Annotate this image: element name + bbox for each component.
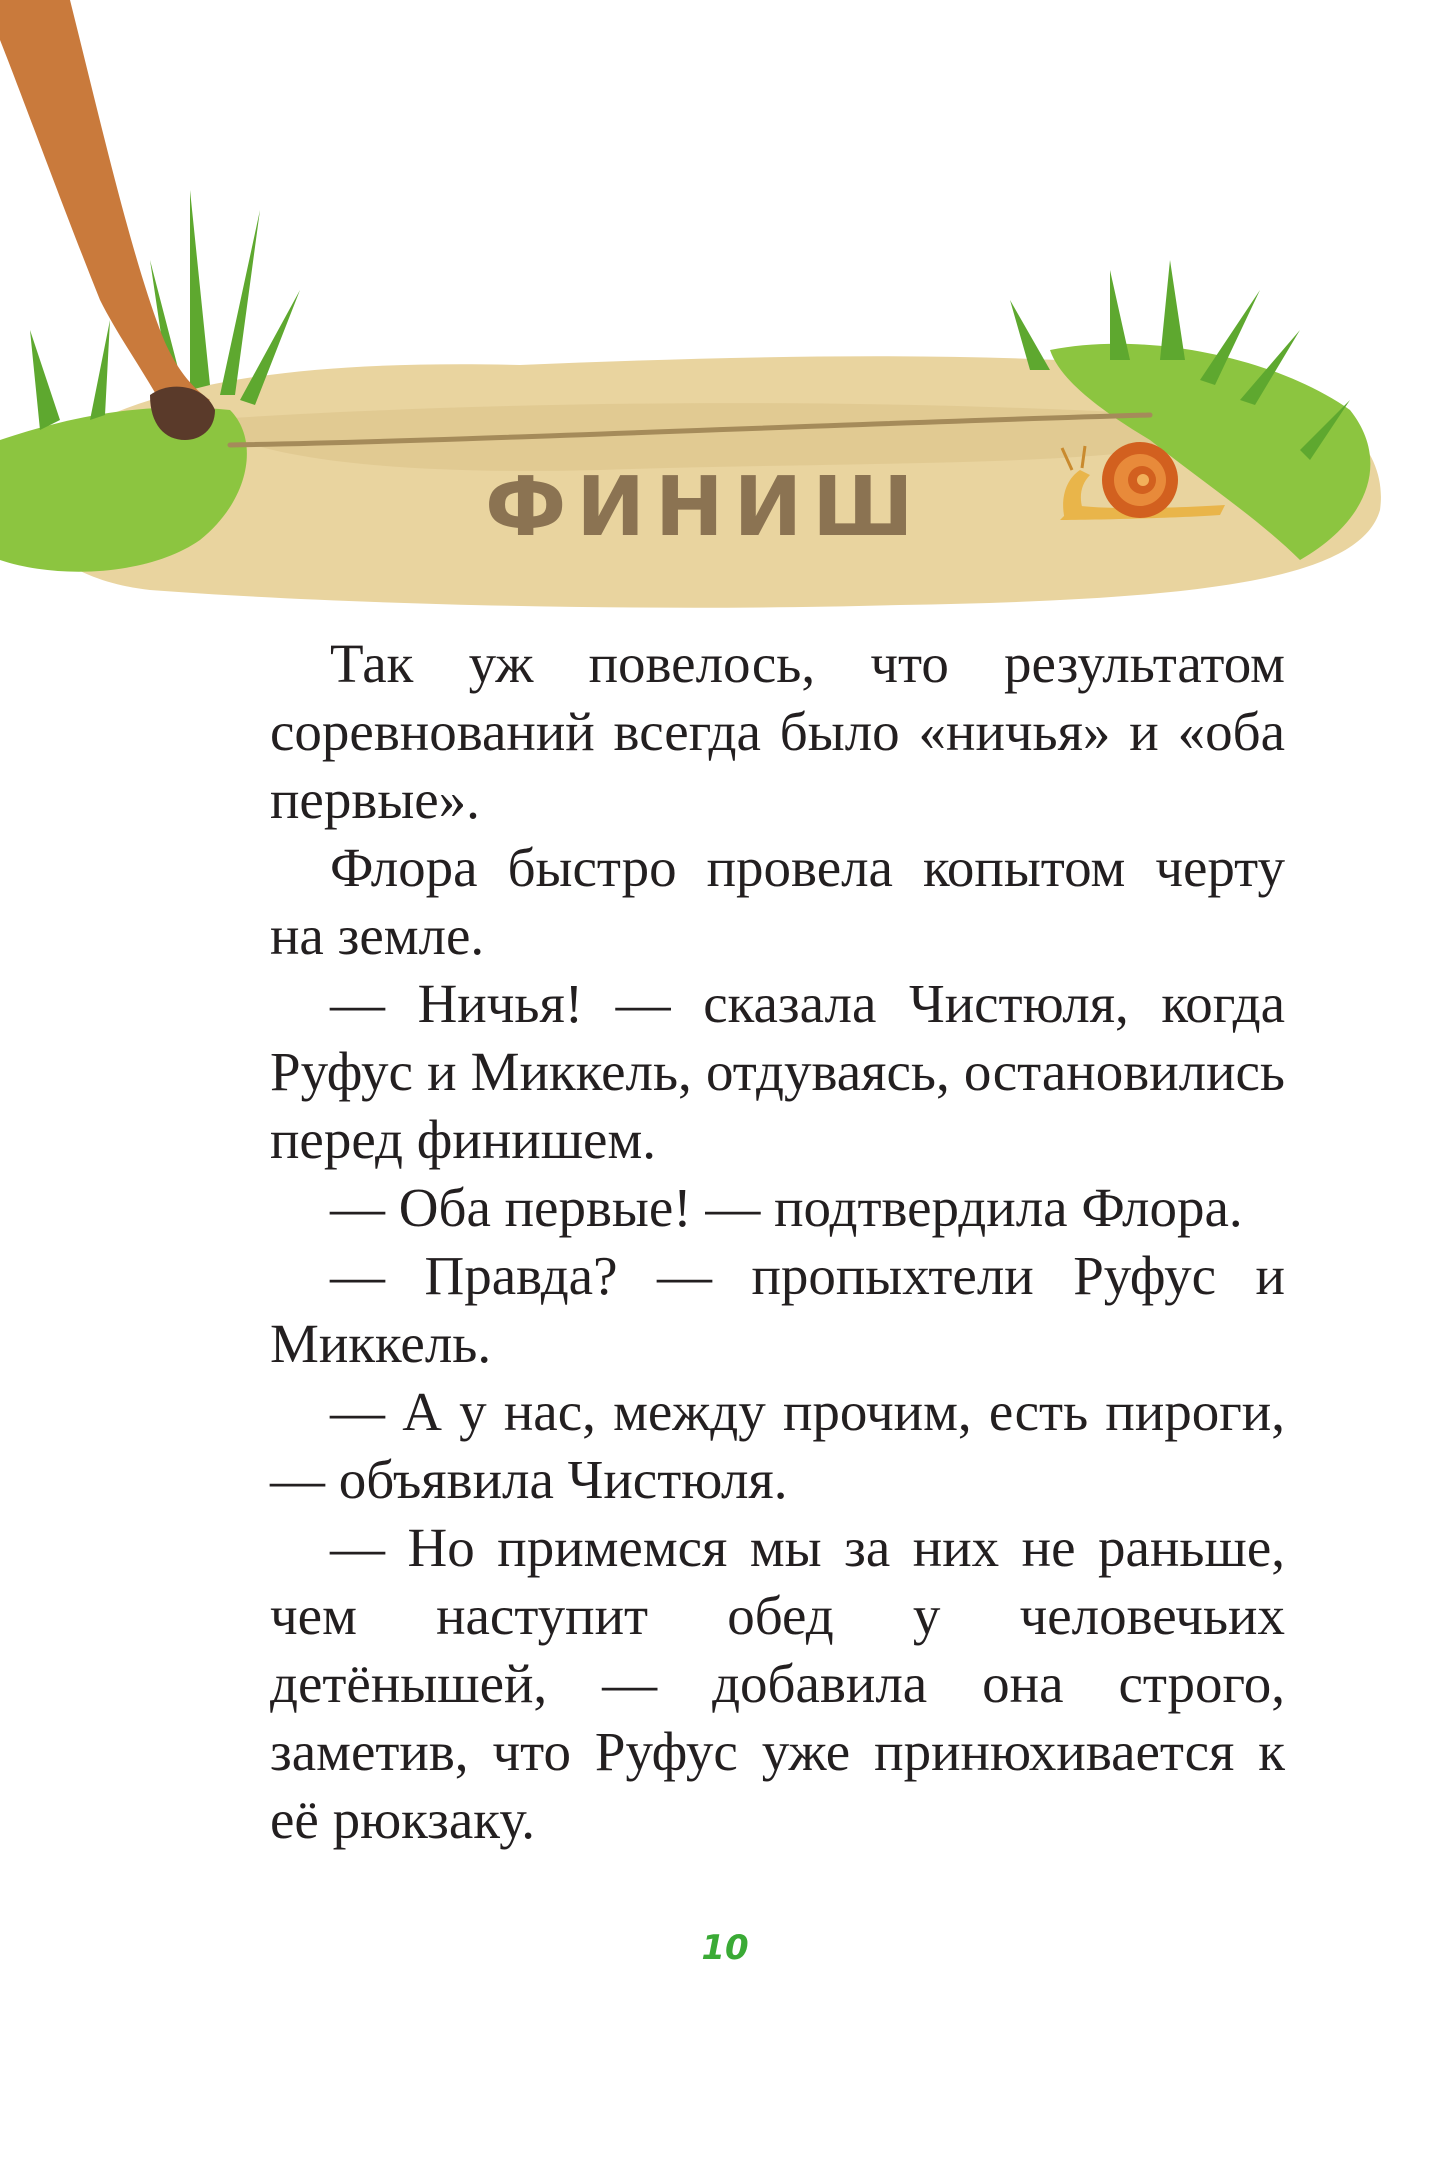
story-text [270,630,1285,1854]
finish-line-illustration [0,0,1450,620]
paragraph: — Ничья! — сказала Чистюля, когда Руфус и Миккель, отдуваясь, остановились перед финишем. [270,973,1285,1170]
paragraph: — Оба первые! — подтвердила Флора. [330,1177,1243,1238]
paragraph: — А у нас, между прочим, есть пироги, — объявила Чистюля. [270,1381,1285,1510]
page-number: 10 [701,1928,749,1968]
paragraph: Так уж повелось, что результатом соревнований всегда было «ничья» и «оба первые». [270,633,1285,830]
paragraph: Флора быстро провела копытом черту на земле. [270,837,1285,966]
finish-sign-text: ФИНИШ [485,460,924,555]
paragraph: — Правда? — пропыхтели Руфус и Миккель. [270,1245,1285,1374]
paragraph: — Но примемся мы за них не раньше, чем наступит обед у человечьих детёнышей, — добавила она строго, заметив, что Руфус уже принюхивается к её рюкзаку. [270,1517,1285,1850]
